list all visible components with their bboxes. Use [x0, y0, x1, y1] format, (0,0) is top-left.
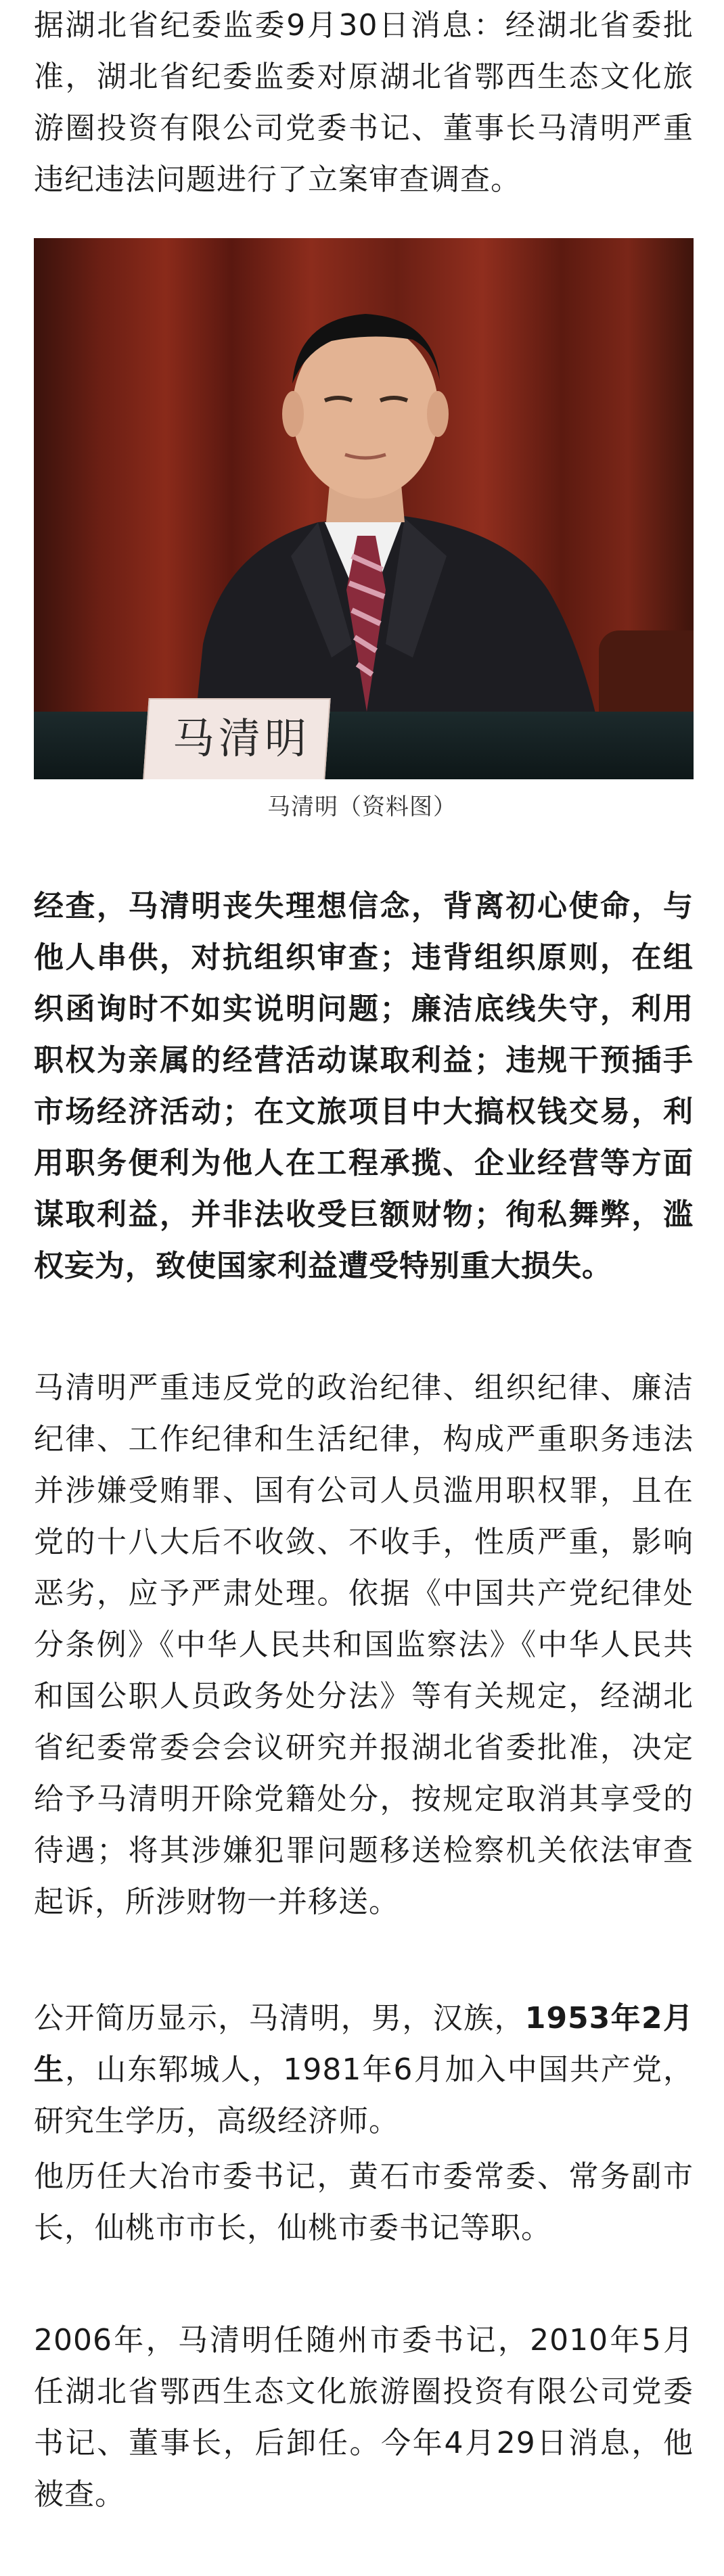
investigation-paragraph: 经查，马清明丧失理想信念，背离初心使命，与他人串供，对抗组织审查；违背组织原则，在组织函询时不如实说明问题；廉洁底线失守，利用职权为亲属的经营活动谋取利益；违规干预插手市场经济活动；在文旅项目中大搞权钱交易，利用职务便利为他人在工程承揽、企业经营等方面谋取利益，并非法收受巨额财物；徇私舞弊，滥权妄为，致使国家利益遭受特别重大损失。: [34, 889, 694, 1283]
birth-date: 1953年2月生: [34, 2001, 694, 2087]
lead-paragraph: 据湖北省纪委监委9月30日消息：经湖北省委批准，湖北省纪委监委对原湖北省鄂西生态文化旅游圈投资有限公司党委书记、董事长马清明严重违纪违法问题进行了立案审查调查。: [34, 8, 694, 197]
portrait-photo: [34, 238, 694, 779]
punishment-paragraph: 马清明严重违反党的政治纪律、组织纪律、廉洁纪律、工作纪律和生活纪律，构成严重职务违法并涉嫌受贿罪、国有公司人员滥用职权罪，且在党的十八大后不收敛、不收手，性质严重，影响恶劣，应予严肃处理。依据《中国共产党纪律处分条例》《中华人民共和国监察法》《中华人民共和国公职人员政务处分法》等有关规定，经湖北省纪委常委会会议研究并报湖北省委批准，决定给予马清明开除党籍处分，按规定取消其享受的待遇；将其涉嫌犯罪问题移送检察机关依法审查起诉，所涉财物一并移送。: [34, 1371, 694, 1919]
career-paragraph: 他历任大冶市委书记，黄石市委常委、常务副市长，仙桃市市长，仙桃市委书记等职。: [34, 2159, 694, 2245]
resume-text-a: 公开简历显示，马清明，男，汉族，: [34, 2001, 525, 2036]
resume-paragraph: [34, 1993, 694, 2147]
photo-caption: 马清明（资料图）: [267, 794, 457, 821]
table-edge: [34, 712, 694, 779]
later-career-paragraph: 2006年，马清明任随州市委书记，2010年5月任湖北省鄂西生态文化旅游圈投资有限公司党委书记、董事长，后卸任。今年4月29日消息，他被查。: [34, 2323, 694, 2512]
nameplate-text: 马清明: [173, 714, 311, 763]
news-photo: [34, 238, 694, 779]
resume-text-c: ，山东郓城人，1981年6月加入中国共产党，研究生学历，高级经济师。: [34, 2052, 694, 2138]
person-figure: [34, 238, 694, 779]
